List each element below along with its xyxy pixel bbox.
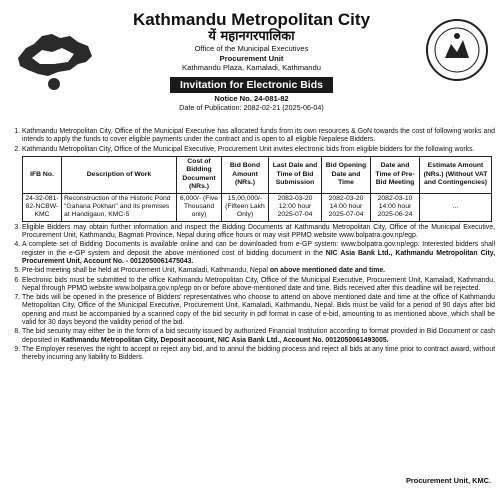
col-ifb: IFB No. <box>23 156 62 193</box>
title-banner: Invitation for Electronic Bids <box>170 77 333 93</box>
clause-5-emphasis: on above mentioned date and time. <box>269 267 386 275</box>
col-last-date: Last Date and Time of Bid Submission <box>269 156 322 193</box>
clause-6: 6. Electronic bids must be submitted to the office Kathmandu Metropolitan City, Office of the Municipal Executive, Procurement Unit, Kamaladi, Kathmandu, Nepal through PPMO website www.bolpatra.gov.np/egp on or before above-mentioned date and time. Bids received after this deadline will be rejected. <box>22 277 495 294</box>
col-bond: Bid Bond Amount (NRs.) <box>222 156 269 193</box>
cell-ifb: 24-32-081-82-NCBW-KMC <box>23 193 62 221</box>
clause-7: 7. The bids will be opened in the presence of Bidders' representatives who choose to attend on above mentioned date and time at the office of Kathmandu Metropolitan City, Office of the Municipal Executive, Procurement Unit, Kamaladi, Kathmandu, Nepal. Bids must be valid for a period of 90 days after bid opening and must be accompanied by a scanned copy of the bid security in pdf format in case of e-bid, amounting to as mentioned above, which shall be valid for 30 days beyond the validity period of the bid. <box>22 294 495 327</box>
clause-3: 3. Eligible Bidders may obtain further information and inspect the Bidding Documents at Kathmandu Metropolitan City, Office of the Municipal Executive, Procurement Unit, Kathmandu, Bagmati Province, Nepal during office hours or may visit PPMO website www.bolpatra.gov.np/egp. <box>22 224 495 241</box>
clauses-top <box>8 128 495 154</box>
clause-9: 9. The Employer reserves the right to accept or reject any bid, and to annul the bidding process and reject all bids at any time prior to contract award, without thereby incurring any liability to Bidders. <box>22 346 495 363</box>
clause-8 <box>22 328 495 345</box>
nepal-map-emblem-icon <box>12 14 96 98</box>
clause-8-account: Kathmandu Metropolitan City, Deposit account, NIC Asia Bank Ltd., Account No. 0012050061493005. <box>61 336 389 344</box>
cell-last-date: 2082-03-20 12:00 hour 2025-07-04 <box>269 193 322 221</box>
cell-prebid: 2082-03-10 14:00 hour 2025-06-24 <box>371 193 420 221</box>
clause-4-account: NIC Asia Bank Ltd., Kathmandu Metropolitan City, Procurement Unit, Account No. - 0012050061475043. <box>22 249 496 265</box>
cell-opening: 2082-03-20 14:00 hour 2025-07-04 <box>322 193 371 221</box>
cell-description: Reconstruction of the Historic Pond "Gahana Pokhari" and its premises at Handigaun, KMC-5 <box>62 193 177 221</box>
unit-name: Procurement Unit <box>219 53 284 63</box>
clause-4 <box>22 241 495 266</box>
address: Kathmandu Plaza, Kamaladi, Kathmandu <box>182 63 321 72</box>
signature: Procurement Unit, KMC. <box>406 476 491 485</box>
bid-table <box>22 156 492 222</box>
clause-8-text: The bid security may either be in the form of a bid security issued by authorized Financial Institution according to format provided in Bid Document or cash deposited in <box>22 328 495 344</box>
notice-number: Notice No. 24-081-82 <box>214 93 289 103</box>
col-cost: Cost of Bidding Document (NRs.) <box>177 156 222 193</box>
table-header-row <box>23 156 492 193</box>
clause-5-text: Pre-bid meeting shall be held at Procurement Unit, Kamaladi, Kathmandu, Nepal <box>22 267 270 275</box>
clause-4-text: A complete set of Bidding Documents is available online and can be downloaded from e-GP system: www.bolpatra.gov.np/egp. Interested bidders shall register in the e-GP system and deposit the above mentioned cost of bidding document in the <box>22 241 495 257</box>
org-name-nepali: यें महानगरपालिका <box>208 29 295 44</box>
col-description: Description of Work <box>62 156 177 193</box>
clause-2: 2. Kathmandu Metropolitan City, Office of the Municipal Executive, Procurement Unit invites electronic bids from eligible bidders for the following works. <box>22 146 495 154</box>
col-opening: Bid Opening Date and Time <box>322 156 371 193</box>
office-name: Office of the Municipal Executives <box>194 44 309 53</box>
col-prebid: Date and Time of Pre-Bid Meeting <box>371 156 420 193</box>
clause-5 <box>22 267 495 275</box>
cell-bond: 15,00,000/- (Fifteen Lakh Only) <box>222 193 269 221</box>
clauses-bottom <box>8 224 495 363</box>
publication-date: Date of Publication: 2082-02-21 (2025-06-04) <box>179 103 324 112</box>
table-row <box>23 193 492 221</box>
org-name: Kathmandu Metropolitan City <box>132 10 371 29</box>
header <box>8 10 495 126</box>
col-estimate: Estimate Amount (NRs.) (Without VAT and Contingencies) <box>420 156 492 193</box>
cell-estimate: ... <box>420 193 492 221</box>
clause-1: 1. Kathmandu Metropolitan City, Office of the Municipal Executive has allocated funds from its own resources & GoN towards the cost of following works and intends to apply the funds to cover eligible payments under the contract and is open to all eligible Nepalese Bidders. <box>22 128 495 145</box>
cell-cost: 6,000/- (Five Thousand only) <box>177 193 222 221</box>
kmc-seal-icon <box>425 18 489 82</box>
